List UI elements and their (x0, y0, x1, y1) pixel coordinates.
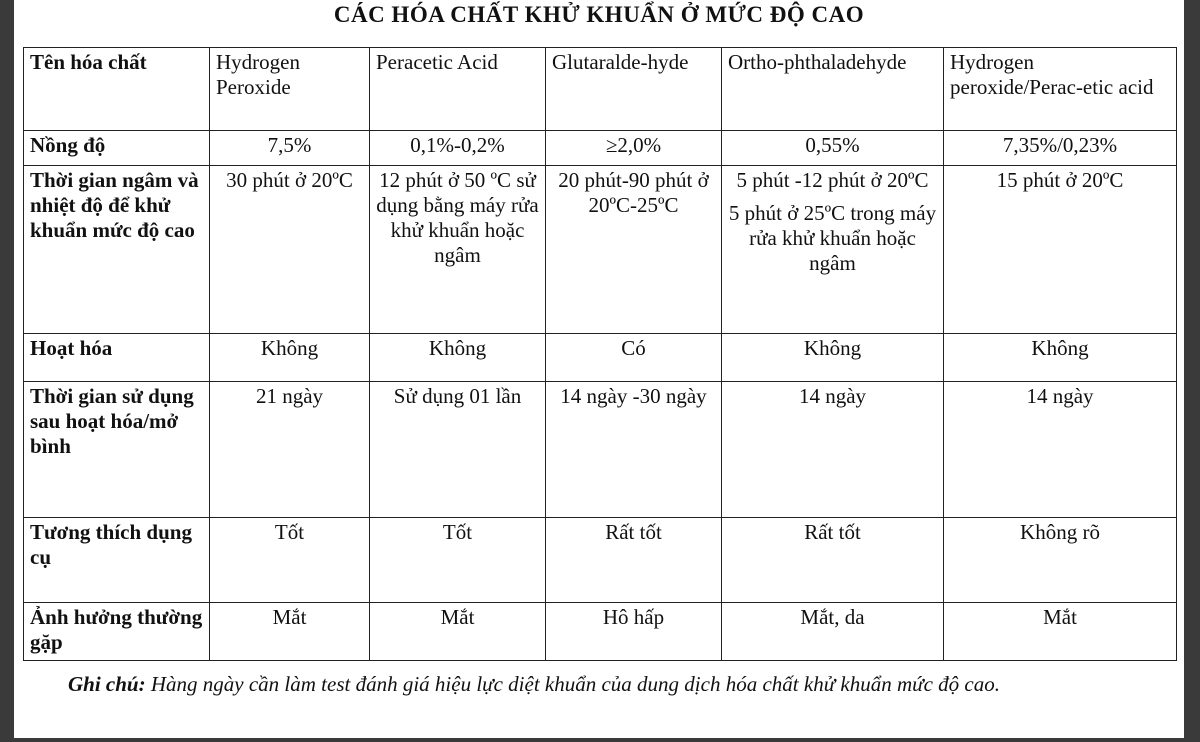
table-row (24, 334, 1177, 381)
document-page (14, 0, 1184, 738)
table-cell: Không (210, 334, 370, 381)
table-cell: 20 phút-90 phút ở 20ºC-25ºC (546, 166, 722, 334)
table-cell: Không (370, 334, 546, 381)
table-row (24, 381, 1177, 517)
table-cell: Rất tốt (722, 517, 944, 602)
row-label-cell: Nồng độ (24, 131, 210, 166)
table-cell: 14 ngày (944, 381, 1177, 517)
footnote (68, 670, 1158, 698)
row-label-cell: Thời gian ngâm và nhiệt độ để khử khuẩn mức độ cao (24, 166, 210, 334)
table-cell: 21 ngày (210, 381, 370, 517)
table-cell: Sử dụng 01 lần (370, 381, 546, 517)
footnote-label: Ghi chú: (68, 672, 146, 696)
table-row (24, 131, 1177, 166)
table-row (24, 166, 1177, 334)
table-cell (722, 166, 944, 334)
row-label-cell: Thời gian sử dụng sau hoạt hóa/mở bình (24, 381, 210, 517)
table-cell: Tốt (210, 517, 370, 602)
table-header-row (24, 48, 1177, 131)
table-cell: 14 ngày -30 ngày (546, 381, 722, 517)
table-cell: ≥2,0% (546, 131, 722, 166)
table-cell: 0,1%-0,2% (370, 131, 546, 166)
table-cell: 30 phút ở 20ºC (210, 166, 370, 334)
table-cell: Hô hấp (546, 602, 722, 660)
table-cell: Mắt (944, 602, 1177, 660)
table-cell: 14 ngày (722, 381, 944, 517)
table-cell: 7,5% (210, 131, 370, 166)
table-cell: 15 phút ở 20ºC (944, 166, 1177, 334)
table-cell: 7,35%/0,23% (944, 131, 1177, 166)
header-label-cell: Tên hóa chất (24, 48, 210, 131)
chemicals-table (23, 47, 1177, 661)
row-label-cell: Hoạt hóa (24, 334, 210, 381)
table-cell: Tốt (370, 517, 546, 602)
table-cell: 0,55% (722, 131, 944, 166)
header-cell: Hydrogen peroxide/Perac-etic acid (944, 48, 1177, 131)
table-cell: Không rõ (944, 517, 1177, 602)
cell-line: 5 phút ở 25ºC trong máy rửa khử khuẩn hoặc ngâm (728, 201, 937, 276)
header-cell: Glutaralde-hyde (546, 48, 722, 131)
header-cell: Peracetic Acid (370, 48, 546, 131)
table-cell: Không (722, 334, 944, 381)
footnote-text: Hàng ngày cần làm test đánh giá hiệu lực diệt khuẩn của dung dịch hóa chất khử khuẩn mức độ cao. (150, 672, 1000, 696)
table-cell: Mắt (370, 602, 546, 660)
header-cell: Ortho-phthaladehyde (722, 48, 944, 131)
row-label-cell: Ảnh hưởng thường gặp (24, 602, 210, 660)
table-cell: Mắt, da (722, 602, 944, 660)
table-cell: Có (546, 334, 722, 381)
table-cell: Không (944, 334, 1177, 381)
cell-line: 5 phút -12 phút ở 20ºC (736, 168, 929, 193)
table-row (24, 602, 1177, 660)
row-label-cell: Tương thích dụng cụ (24, 517, 210, 602)
table-cell: Rất tốt (546, 517, 722, 602)
table-cell: Mắt (210, 602, 370, 660)
table-row (24, 517, 1177, 602)
page-title: CÁC HÓA CHẤT KHỬ KHUẨN Ở MỨC ĐỘ CAO (333, 2, 865, 27)
table-cell: 12 phút ở 50 ºC sử dụng bằng máy rửa khử khuẩn hoặc ngâm (370, 166, 546, 334)
header-cell: Hydrogen Peroxide (210, 48, 370, 131)
